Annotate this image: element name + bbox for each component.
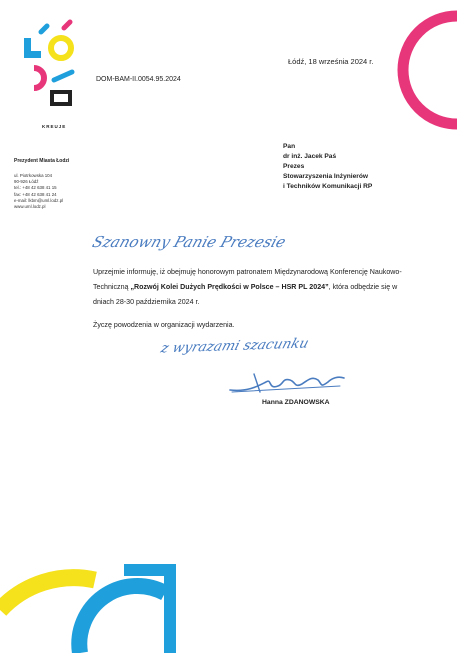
sender-address [14, 173, 69, 210]
wishes-line: Życzę powodzenia w organizacji wydarzenia. [93, 321, 235, 329]
date-line: Łódź, 18 września 2024 r. [288, 57, 374, 66]
sender-block [14, 158, 69, 210]
body-text-after: , która odbędzie się w dniach 28-30 października 2024 r. [93, 283, 398, 306]
recipient-block [283, 142, 372, 192]
conference-name: „Rozwój Kolei Dużych Prędkości w Polsce – HSR PL 2024” [130, 283, 329, 291]
signature-icon [228, 370, 348, 396]
recipient-line: i Techników Komunikacji RP [283, 183, 373, 190]
reference-number: DOM-BAM-II.0054.95.2024 [96, 76, 181, 83]
address-line: e-mail: lkbm@uml.lodz.pl [14, 197, 64, 203]
address-line: www.uml.lodz.pl [14, 204, 46, 210]
address-line: fax: +48 42 638 41 24 [14, 191, 57, 197]
recipient-line: Prezes [283, 163, 305, 170]
decorative-shapes-bottom [0, 548, 457, 653]
body-text-before: Uprzejmie informuję, iż obejmuję honorowym patronatem Międzynarodową Konferencję Naukowo-Techniczną [93, 268, 402, 291]
sender-title: Prezydent Miasta Łodzi [14, 158, 70, 164]
recipient-line: Stowarzyszenia Inżynierów [283, 173, 369, 180]
recipient-line: Pan [283, 143, 296, 150]
address-line: 90-926 Łódź [14, 179, 39, 185]
address-line: ul. Piotrkowska 104 [14, 173, 53, 178]
signer-name: Hanna ZDANOWSKA [262, 399, 330, 406]
handwritten-greeting: Szanowny Panie Prezesie [90, 233, 289, 251]
letter-body [93, 265, 415, 310]
handwritten-closing: z wyrazami szacunku [158, 335, 311, 357]
decorative-ring-top [387, 0, 457, 160]
address-line: tel.: +48 42 638 41 15 [14, 185, 57, 191]
logo-caption: KREUJE [42, 124, 67, 129]
recipient-line: dr inż. Jacek Paś [283, 153, 337, 160]
city-logo [14, 18, 84, 136]
